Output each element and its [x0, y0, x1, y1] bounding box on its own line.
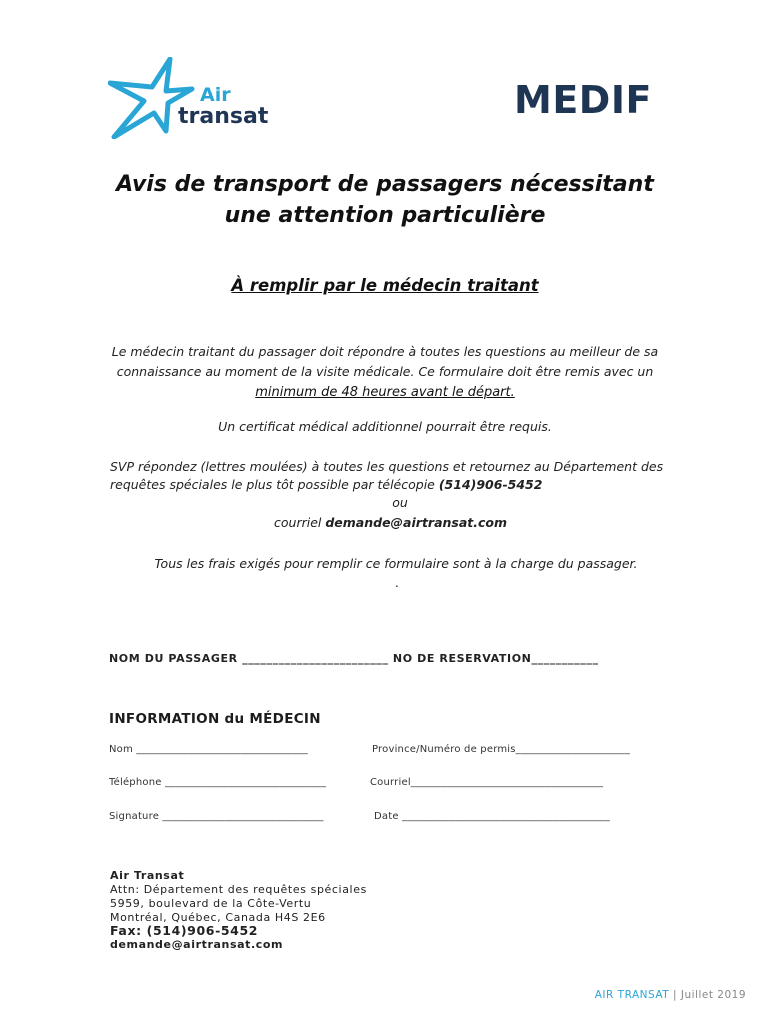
form-title-line2: une attention particulière: [224, 203, 546, 228]
form-title-line1: Avis de transport de passagers nécessitant: [116, 172, 654, 197]
instructions-line1: SVP répondez (lettres moulées) à toutes les questions et retournez au Département des: [110, 459, 664, 474]
page-footer: [595, 989, 746, 1001]
form-subtitle: À remplir par le médecin traitant: [231, 276, 539, 295]
intro-line1: Le médecin traitant du passager doit répondre à toutes les questions au meilleur de sa: [111, 344, 659, 359]
footer-separator: |: [669, 989, 681, 1001]
address-street: 5959, boulevard de la Côte-Vertu: [110, 897, 312, 910]
address-city: Montréal, Québec, Canada H4S 2E6: [110, 911, 326, 924]
email-line: [274, 515, 507, 530]
signature-field[interactable]: Signature _______________________________: [109, 811, 324, 822]
fax-number: (514)906-5452: [438, 477, 543, 492]
instructions-line2-text: requêtes spéciales le plus tôt possible par télécopie: [110, 477, 435, 492]
province-permit-field[interactable]: Province/Numéro de permis______________________: [372, 744, 631, 755]
date-field[interactable]: Date ________________________________________: [374, 811, 611, 822]
dot: .: [395, 576, 399, 590]
fees-notice: Tous les frais exigés pour remplir ce formulaire sont à la charge du passager.: [154, 556, 638, 571]
instructions-line2: [110, 477, 542, 492]
doctor-name-field[interactable]: Nom _________________________________: [109, 744, 308, 755]
or-text: ou: [392, 495, 408, 510]
logo-transat-text: transat: [178, 104, 268, 129]
email-address: demande@airtransat.com: [325, 515, 508, 530]
passenger-reservation-field[interactable]: NOM DU PASSAGER ________________________ NO DE RESERVATION___________: [109, 652, 599, 665]
email-field[interactable]: Courriel_____________________________________: [370, 777, 604, 788]
minimum-notice: minimum de 48 heures avant le départ.: [255, 385, 515, 400]
intro-line2: connaissance au moment de la visite médicale. Ce formulaire doit être remis avec un: [116, 364, 654, 379]
phone-field[interactable]: Téléphone _______________________________: [109, 777, 327, 788]
air-transat-logo: [108, 57, 268, 139]
email-label: courriel: [274, 515, 322, 530]
address-attn: Attn: Département des requêtes spéciales: [110, 883, 367, 896]
address-fax: Fax: (514)906-5452: [110, 923, 259, 938]
logo-air-text: Air: [200, 84, 231, 106]
address-email: demande@airtransat.com: [110, 938, 284, 951]
footer-brand: AIR TRANSAT: [594, 989, 670, 1001]
certificate-notice: Un certificat médical additionnel pourrait être requis.: [218, 419, 552, 434]
footer-date: Juillet 2019: [680, 989, 746, 1001]
address-company: Air Transat: [110, 869, 185, 882]
medif-heading: MEDIF: [514, 78, 652, 122]
doctor-info-heading: INFORMATION du MÉDECIN: [109, 711, 321, 727]
